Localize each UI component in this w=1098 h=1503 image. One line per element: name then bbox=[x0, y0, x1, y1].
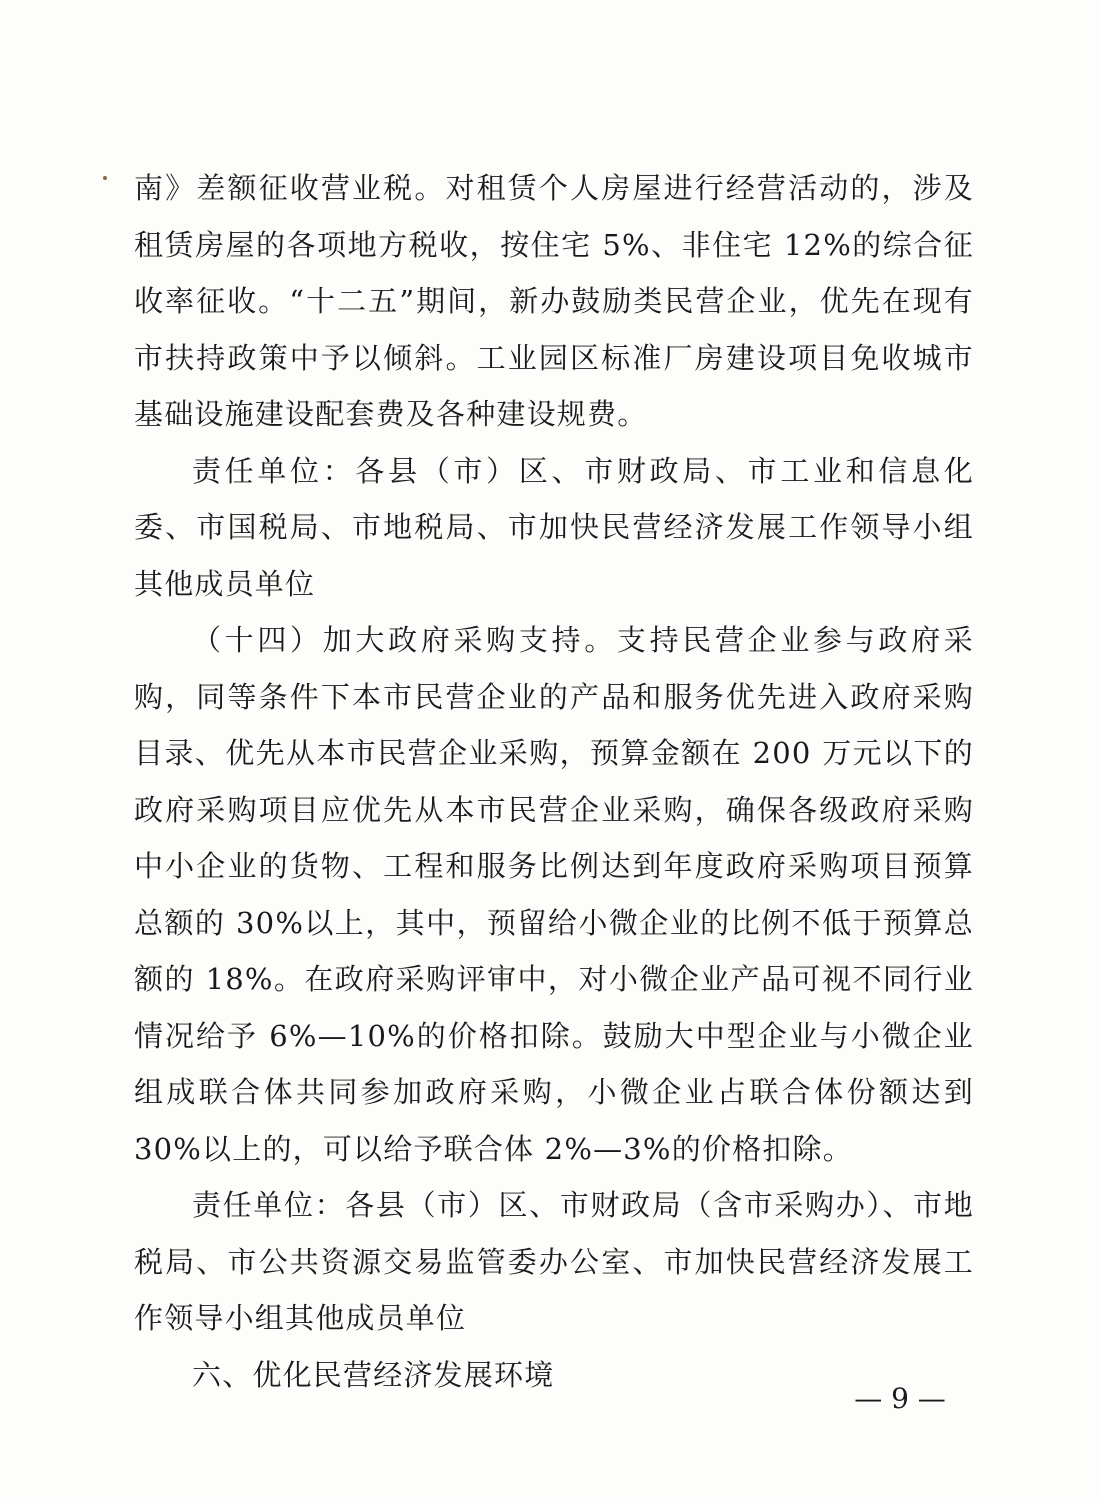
document-body bbox=[134, 160, 974, 1403]
paragraph-responsible-units-2: 责任单位：各县（市）区、市财政局（含市采购办）、市地税局、市公共资源交易监管委办公室、市加快民营经济发展工作领导小组其他成员单位 bbox=[134, 1188, 974, 1335]
paragraph-tax-policy: 南》差额征收营业税。对租赁个人房屋进行经营活动的，涉及租赁房屋的各项地方税收，按住宅 5%、非住宅 12%的综合征收率征收。“十二五”期间，新办鼓励类民营企业，优先在现有市扶持政策中予以倾斜。工业园区标准厂房建设项目免收城市基础设施建设配套费及各种建设规费。 bbox=[134, 171, 974, 431]
paragraph-government-procurement: （十四）加大政府采购支持。支持民营企业参与政府采购，同等条件下本市民营企业的产品和服务优先进入政府采购目录、优先从本市民营企业采购，预算金额在 200 万元以下的政府采购项目应优先从本市民营企业采购，确保各级政府采购中小企业的货物、工程和服务比例达到年度政府采购项目预算总额的 30%以上，其中，预留给小微企业的比例不低于预算总额的 18%。在政府采购评审中，对小微企业产品可视不同行业情况给予 6%—10%的价格扣除。鼓励大中型企业与小微企业组成联合体共同参加政府采购，小微企业占联合体份额达到 30%以上的，可以给予联合体 2%—3%的价格扣除。 bbox=[134, 623, 974, 1166]
page-number: — 9 — bbox=[854, 1382, 946, 1415]
paragraph-responsible-units-1: 责任单位：各县（市）区、市财政局、市工业和信息化委、市国税局、市地税局、市加快民营经济发展工作领导小组其他成员单位 bbox=[134, 453, 974, 601]
scan-speck bbox=[103, 176, 107, 180]
section-heading: 六、优化民营经济发展环境 bbox=[192, 1357, 555, 1392]
